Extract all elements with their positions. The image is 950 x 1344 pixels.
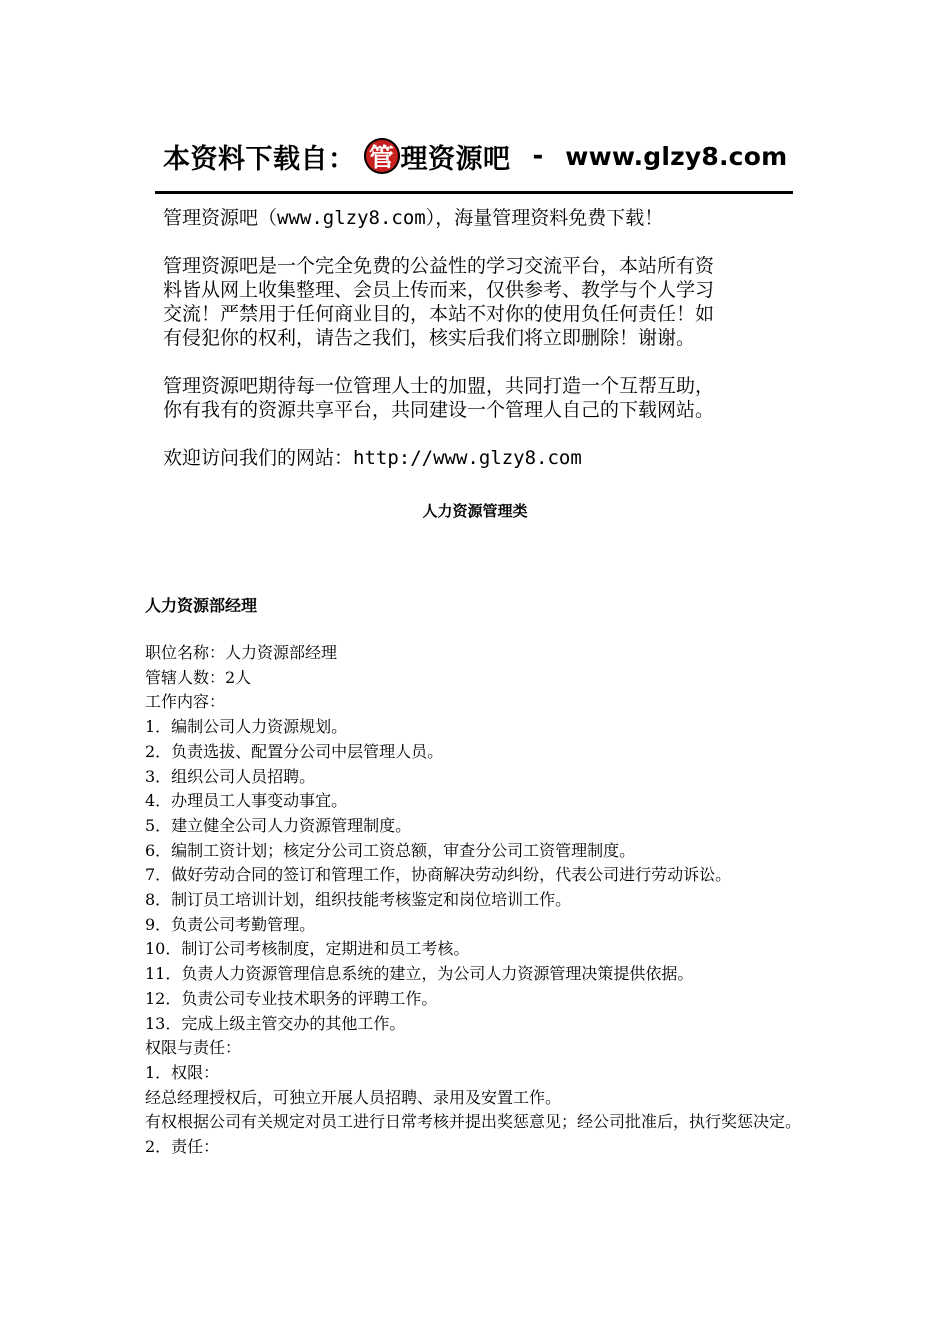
duty-item: 6．编制工资计划；核定分公司工资总额，审查分公司工资管理制度。 [145, 840, 636, 860]
body-line: 职位名称：人力资源部经理 [145, 643, 338, 662]
duty-item: 12．负责公司专业技术职务的评聘工作。 [145, 988, 438, 1008]
body-line: 权限与责任： [145, 1038, 242, 1058]
banner-divider [155, 191, 793, 194]
banner-line: 你有我有的资源共享平台，共同建设一个管理人自己的下载网站。 [163, 399, 715, 421]
banner-title [163, 134, 795, 178]
duty-item: 4．办理员工人事变动事宜。 [145, 791, 348, 811]
body-line: 经总经理授权后，可独立开展人员招聘、录用及安置工作。 [145, 1087, 562, 1107]
duty-item: 10．制订公司考核制度，定期进和员工考核。 [145, 939, 470, 959]
site-logo-icon: 管 [364, 138, 400, 174]
body-line: 管辖人数：2人 [145, 667, 252, 687]
banner-line: 管理资源吧是一个完全免费的公益性的学习交流平台，本站所有资 [163, 255, 715, 277]
body-line: 工作内容： [145, 692, 226, 712]
duty-item: 2．负责选拔、配置分公司中层管理人员。 [145, 741, 444, 761]
banner-site-url: www.glzy8.com [565, 141, 788, 171]
banner-website-line: 欢迎访问我们的网站：http://www.glzy8.com [163, 447, 582, 469]
banner-line: 管理资源吧（www.glzy8.com），海量管理资料免费下载！ [163, 207, 664, 229]
banner-spacer [163, 422, 795, 446]
banner-notice [163, 206, 795, 470]
duty-item: 13．完成上级主管交办的其他工作。 [145, 1013, 406, 1033]
job-description-body [145, 641, 817, 1160]
banner-line: 交流！严禁用于任何商业目的，本站不对你的使用负任何责任！如 [163, 303, 715, 325]
banner-title-prefix: 本资料下载自： [163, 143, 356, 175]
duty-item: 8．制订员工培训计划，组织技能考核鉴定和岗位培训工作。 [145, 890, 572, 910]
duty-item: 9．负责公司考勤管理。 [145, 914, 316, 934]
banner-title-dash: - [532, 141, 544, 171]
duty-item: 1．编制公司人力资源规划。 [145, 717, 348, 737]
duty-item: 5．建立健全公司人力资源管理制度。 [145, 815, 412, 835]
banner-spacer [163, 350, 795, 374]
banner-line: 管理资源吧期待每一位管理人士的加盟，共同打造一个互帮互助， [163, 375, 715, 397]
duty-item: 11．负责人力资源管理信息系统的建立，为公司人力资源管理决策提供依据。 [145, 964, 694, 984]
duty-item: 3．组织公司人员招聘。 [145, 766, 316, 786]
banner-line: 有侵犯你的权利，请告之我们，核实后我们将立即删除！谢谢。 [163, 327, 696, 349]
job-title-heading: 人力资源部经理 [145, 596, 258, 615]
banner-site-name: 理资源吧 [400, 143, 511, 175]
document-category: 人力资源管理类 [422, 502, 528, 520]
body-line: 有权根据公司有关规定对员工进行日常考核并提出奖惩意见；经公司批准后，执行奖惩决定。 [145, 1112, 802, 1132]
banner-spacer [163, 230, 795, 254]
banner-line: 料皆从网上收集整理、会员上传而来，仅供参考、教学与个人学习 [163, 279, 715, 301]
duty-item: 7．做好劳动合同的签订和管理工作，协商解决劳动纠纷，代表公司进行劳动诉讼。 [145, 865, 732, 885]
body-line: 2．责任： [145, 1137, 220, 1157]
body-line: 1．权限： [145, 1062, 220, 1082]
